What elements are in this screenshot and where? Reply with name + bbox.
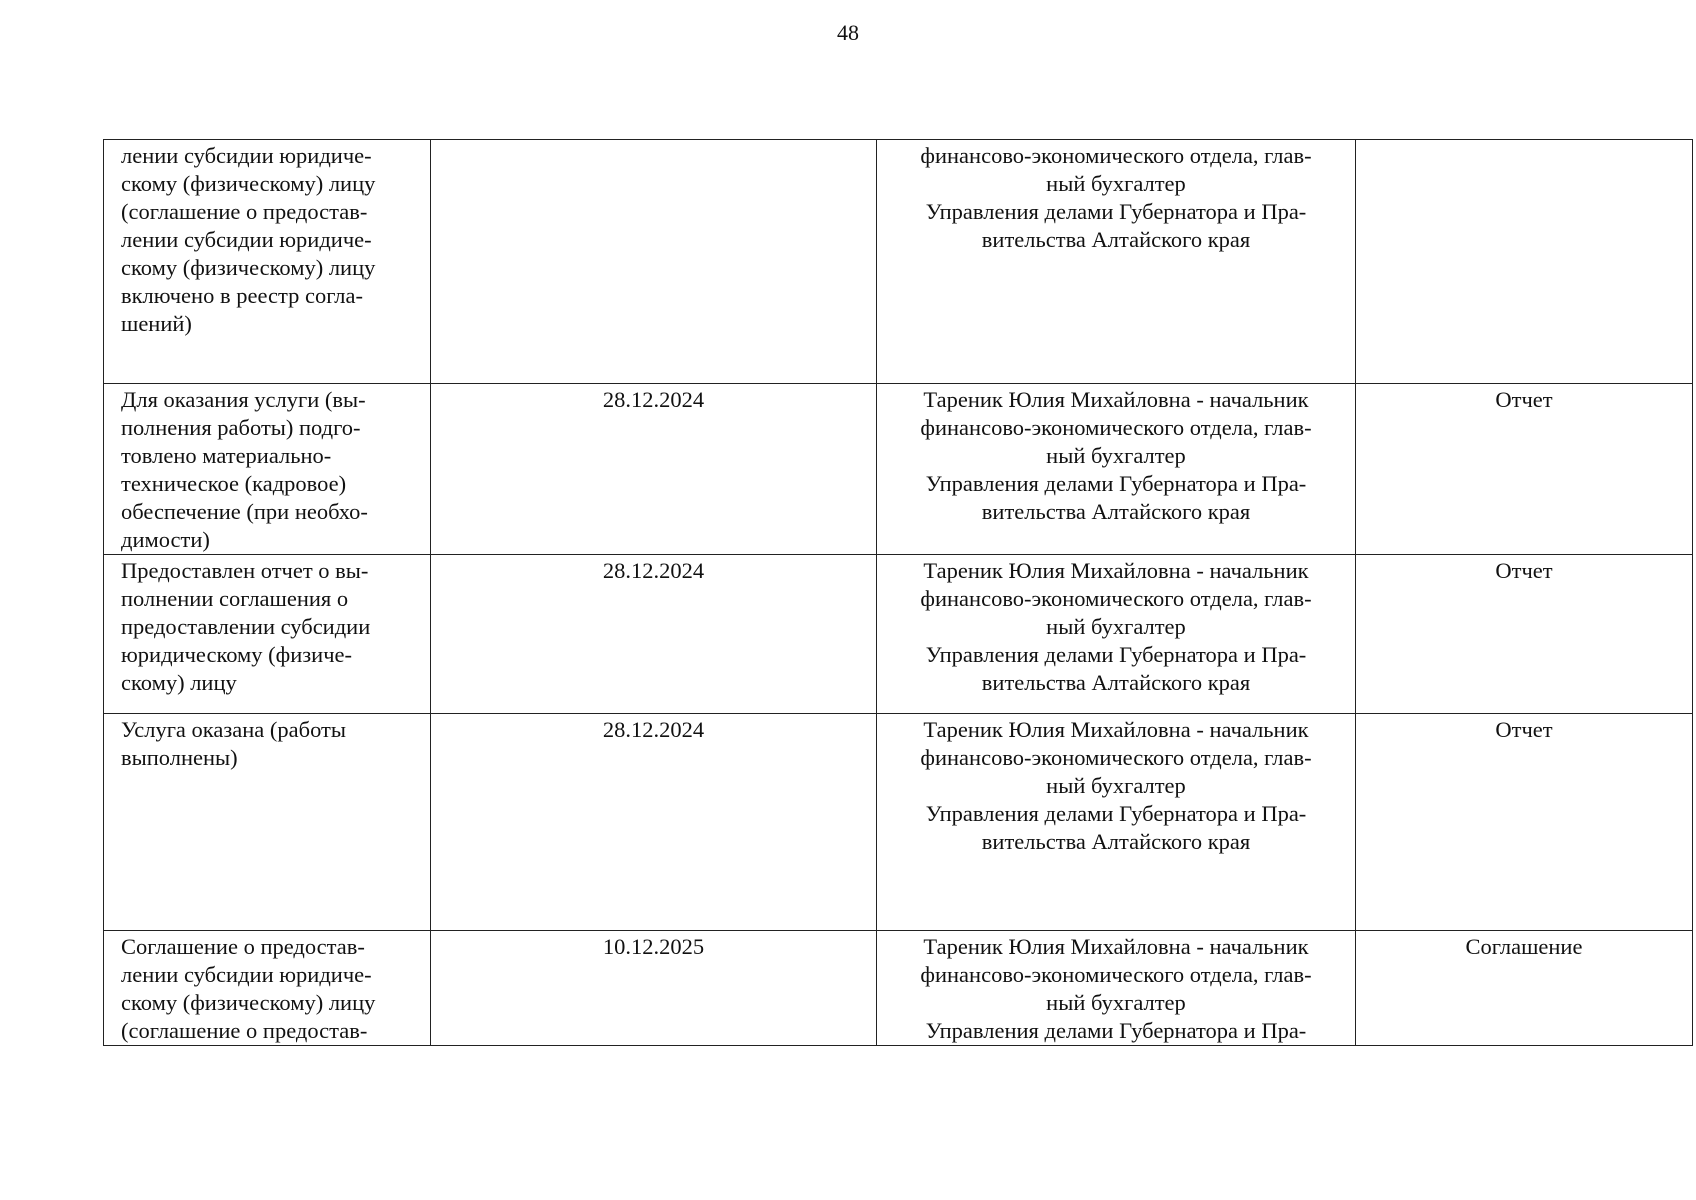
table-row	[104, 140, 1693, 384]
page-number: 48	[837, 20, 859, 45]
deadline-cell: 28.12.2024	[431, 384, 877, 555]
event-name-cell: Соглашение о предостав- лении субсидии юридиче- скому (физическому) лицу (соглашение о предостав-	[104, 931, 431, 1046]
deadline-cell	[431, 140, 877, 384]
deadline-cell: 10.12.2025	[431, 931, 877, 1046]
deadline-cell: 28.12.2024	[431, 714, 877, 931]
document-type-cell: Отчет	[1356, 555, 1693, 714]
control-points-table	[103, 139, 1693, 1046]
document-type-cell: Отчет	[1356, 384, 1693, 555]
document-type-cell: Соглашение	[1356, 931, 1693, 1046]
event-name-cell: Услуга оказана (работы выполнены)	[104, 714, 431, 931]
table-row	[104, 555, 1693, 714]
event-name-cell: Для оказания услуги (вы- полнения работы) подго- товлено материально- техническое (кадровое) обеспечение (при необхо- димости)	[104, 384, 431, 555]
responsible-cell: Тареник Юлия Михайловна - начальник финансово-экономического отдела, глав- ный бухгалтер Управления делами Губернатора и Пра- вительства Алтайского края	[877, 555, 1356, 714]
responsible-cell: Тареник Юлия Михайловна - начальник финансово-экономического отдела, глав- ный бухгалтер Управления делами Губернатора и Пра-	[877, 931, 1356, 1046]
responsible-cell: Тареник Юлия Михайловна - начальник финансово-экономического отдела, глав- ный бухгалтер Управления делами Губернатора и Пра- вительства Алтайского края	[877, 714, 1356, 931]
event-name-cell: Предоставлен отчет о вы- полнении соглашения о предоставлении субсидии юридическому (физиче- скому) лицу	[104, 555, 431, 714]
table-row	[104, 714, 1693, 931]
responsible-cell: финансово-экономического отдела, глав- ный бухгалтер Управления делами Губернатора и Пра- вительства Алтайского края	[877, 140, 1356, 384]
document-type-cell	[1356, 140, 1693, 384]
deadline-cell: 28.12.2024	[431, 555, 877, 714]
table-row	[104, 384, 1693, 555]
table-row	[104, 931, 1693, 1046]
event-name-cell: лении субсидии юридиче- скому (физическому) лицу (соглашение о предостав- лении субсидии юридиче- скому (физическому) лицу включено в реестр согла- шений)	[104, 140, 431, 384]
document-type-cell: Отчет	[1356, 714, 1693, 931]
responsible-cell: Тареник Юлия Михайловна - начальник финансово-экономического отдела, глав- ный бухгалтер Управления делами Губернатора и Пра- вительства Алтайского края	[877, 384, 1356, 555]
